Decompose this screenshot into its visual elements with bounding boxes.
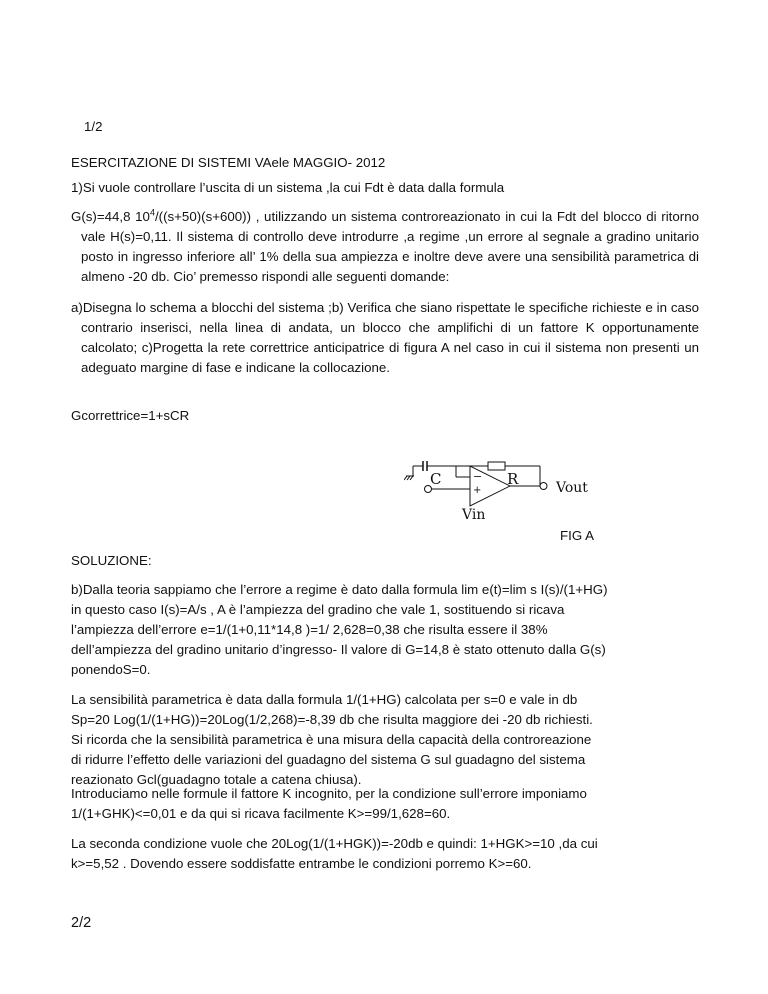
intro-k-paragraph <box>71 784 699 824</box>
resistor-r <box>488 462 505 470</box>
question-1: 1)Si vuole controllare l’uscita di un sistema ,la cui Fdt è data dalla formula <box>71 180 505 195</box>
solution-b-line: b)Dalla teoria sappiamo che l’errore a regime è dato dalla formula lim e(t)=lim s I(s)/(1+HG) <box>71 582 608 597</box>
intro-k-line: 1/(1+GHK)<=0,01 e da qui si ricava facilmente K>=99/1,628=60. <box>71 806 451 821</box>
label-r: R <box>507 470 519 488</box>
sensitivity-line: Si ricorda che la sensibilità parametrica è una misura della capacità della controreazione <box>71 732 592 747</box>
g-formula-rest: /((s+50)(s+600)) , utilizzando un sistema controreazionato in cui la Fdt del blocco di ritorno vale H(s)=0,11. Il sistema di controllo deve introdurre ,a regime ,un errore al segnale a gradino unitario posto in ingresso inferiore all’ 1% della sua ampiezza e inoltre deve avere una sensibilità parametrica di almeno -20 db. Cio’ premesso rispondi alle seguenti domande: <box>81 209 699 284</box>
solution-b-line: in questo caso I(s)=A/s , A è l’ampiezza del gradino che vale 1, sostituendo si ricava <box>71 602 565 617</box>
label-vin: Vin <box>462 507 486 523</box>
second-condition-paragraph <box>71 834 699 874</box>
sensitivity-paragraph <box>71 690 699 790</box>
g-formula-start: G(s)=44,8 10 <box>71 209 150 224</box>
sensitivity-line: La sensibilità parametrica è data dalla formula 1/(1+HG) calcolata per s=0 e vale in db <box>71 692 578 707</box>
label-minus: − <box>473 470 483 483</box>
page-number-1: 1/2 <box>84 119 103 134</box>
ground-hatch-1 <box>404 476 407 480</box>
g-formula-exponent: 4 <box>149 207 155 218</box>
g-correttrice: Gcorrettrice=1+sCR <box>71 408 190 423</box>
vout-terminal <box>540 483 547 490</box>
exercise-title: ESERCITAZIONE DI SISTEMI VAele MAGGIO- 2012 <box>71 155 386 170</box>
sensitivity-line: di ridurre l’effetto delle variazioni del guadagno del sistema G sul guadagno del sistema <box>71 752 586 767</box>
figure-a-circuit <box>404 458 604 530</box>
transfer-function-paragraph <box>71 207 699 287</box>
questions-abc: a)Disegna lo schema a blocchi del sistema ;b) Verifica che siano rispettate le specifiche richieste e in caso contrario inserisci, nella linea di andata, un blocco che amplifichi di un fattore K opportunamente calcolato; c)Progetta la rete correttrice anticipatrice di figura A nel caso in cui il sistema non presenti un adeguato margine di fase e indicane la collocazione. <box>71 300 699 375</box>
ground-hatch-3 <box>410 476 413 480</box>
intro-k-line: Introduciamo nelle formule il fattore K incognito, per la condizione sull’errore imponiamo <box>71 786 587 801</box>
solution-b <box>71 580 699 680</box>
figure-caption: FIG A <box>560 528 594 543</box>
label-c: C <box>430 470 442 488</box>
solution-b-line: l’ampiezza dell’errore e=1/(1+0,11*14,8 )=1/ 2,628=0,38 che risulta essere il 38% <box>71 622 548 637</box>
label-vout: Vout <box>556 480 588 496</box>
solution-b-line: dell’ampiezza del gradino unitario d’ingresso- Il valore di G=14,8 è stato ottenuto dalla G(s) <box>71 642 606 657</box>
sensitivity-line: reazionato Gcl(guadagno totale a catena chiusa). <box>71 772 362 787</box>
solution-title: SOLUZIONE: <box>71 553 152 568</box>
solution-b-line: ponendoS=0. <box>71 662 151 677</box>
ground-hatch-2 <box>407 476 410 480</box>
page-number-2: 2/2 <box>71 915 92 931</box>
label-plus: + <box>473 485 482 496</box>
second-condition-line: La seconda condizione vuole che 20Log(1/(1+HGK))=-20db e quindi: 1+HGK>=10 ,da cui <box>71 836 598 851</box>
sensitivity-line: Sp=20 Log(1/(1+HG))=20Log(1/2,268)=-8,39 db che risulta maggiore dei -20 db richiesti. <box>71 712 593 727</box>
second-condition-line: k>=5,52 . Dovendo essere soddisfatte entrambe le condizioni porremo K>=60. <box>71 856 532 871</box>
